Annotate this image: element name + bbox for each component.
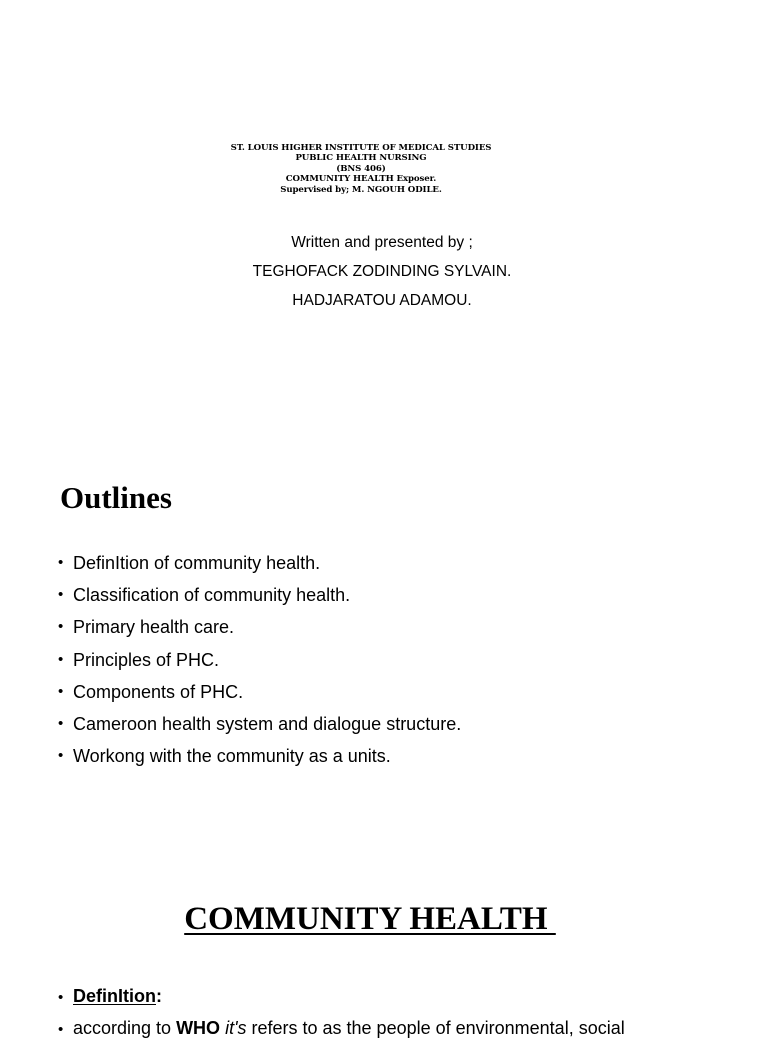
supervisor-line: Supervised by; M. NGOUH ODILE. <box>280 184 442 195</box>
outlines-heading: Outlines <box>60 480 172 515</box>
definition-colon: : <box>156 986 162 1006</box>
outline-item <box>58 644 461 676</box>
outline-item <box>58 676 461 708</box>
outline-item-text: Workong with the community as a units. <box>73 746 391 767</box>
definition-label-line <box>58 980 162 1014</box>
course-name: PUBLIC HEALTH NURSING <box>295 153 427 164</box>
bullet-icon: • <box>58 554 64 571</box>
community-health-heading <box>0 898 740 940</box>
outline-item-text: DefinItion of community health. <box>73 553 321 573</box>
bullet-icon: • <box>58 618 64 636</box>
definition-text-prefix: according to <box>73 1018 177 1038</box>
bullet-icon: • <box>58 715 64 733</box>
outline-item <box>58 611 461 643</box>
slide-title <box>0 0 768 420</box>
definition-text-its: it's <box>220 1018 247 1038</box>
definition-text-who: WHO <box>176 1018 221 1038</box>
outline-item-text: Principles of PHC. <box>73 649 220 670</box>
presented-by-label: Written and presented by ; <box>291 234 473 251</box>
outline-item <box>58 708 461 740</box>
definition-text-line <box>58 1012 625 1046</box>
community-health-heading-text: COMMUNITY HEALTH <box>184 901 556 937</box>
course-code: (BNS 406) <box>336 163 386 174</box>
definition-text-rest: refers to as the people of environmental, social <box>246 1018 625 1038</box>
author-name-2: HADJARATOU ADAMOU. <box>292 292 472 309</box>
institution-title-block <box>0 143 722 195</box>
authors-block <box>0 228 764 315</box>
exposer-title: COMMUNITY HEALTH Exposer. <box>285 174 437 185</box>
bullet-icon: • <box>58 650 64 668</box>
outline-item-text: Components of PHC. <box>73 681 244 702</box>
bullet-icon: • <box>58 989 64 1006</box>
outline-item-text: Cameroon health system and dialogue structure. <box>73 714 462 735</box>
outline-item-text: Classification of community health. <box>73 585 351 606</box>
bullet-icon: • <box>58 586 64 604</box>
bullet-icon: • <box>58 1021 64 1038</box>
institution-name: ST. LOUIS HIGHER INSTITUTE OF MEDICAL STUDIES <box>230 143 492 153</box>
author-name-1: TEGHOFACK ZODINDING SYLVAIN. <box>252 263 512 280</box>
outline-item <box>58 740 461 772</box>
outline-item <box>58 547 461 579</box>
definition-label: DefinItion <box>73 986 156 1006</box>
outline-list <box>58 547 461 772</box>
outline-item <box>58 579 461 611</box>
bullet-icon: • <box>58 747 64 765</box>
bullet-icon: • <box>58 682 64 700</box>
outline-item-text: Primary health care. <box>73 617 235 638</box>
